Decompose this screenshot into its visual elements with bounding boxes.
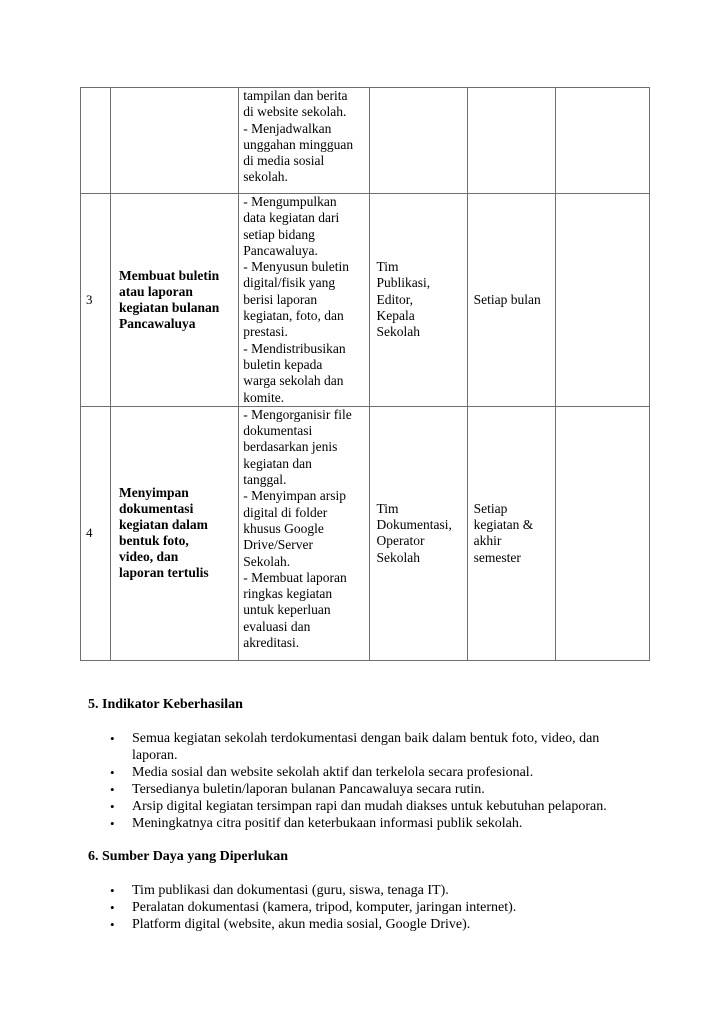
list-item: • Tim publikasi dan dokumentasi (guru, siswa, tenaga IT). (110, 883, 449, 898)
name-line: atau laporan (119, 283, 193, 299)
schedule-line: kegiatan & (473, 517, 534, 533)
list-item: • Arsip digital kegiatan tersimpan rapi dan mudah diakses untuk kebutuhan pelaporan. (110, 799, 607, 814)
name-line: Membuat buletin (119, 267, 220, 283)
description-line: prestasi. (243, 324, 288, 340)
pic-line: Sekolah (376, 549, 420, 565)
description-line: khusus Google (243, 520, 324, 536)
name-line: bentuk foto, (119, 533, 189, 549)
bullet-dot-icon: • (110, 799, 115, 814)
description-line: evaluasi dan (243, 618, 311, 634)
name-line: dokumentasi (119, 501, 194, 517)
description-line: Drive/Server (243, 537, 313, 553)
schedule-line: Setiap (473, 500, 508, 516)
schedule-line: Setiap bulan (473, 291, 541, 307)
description-line: berisi laporan (243, 291, 318, 307)
description-line: digital/fisik yang (243, 275, 336, 291)
description-line: Pancawaluya. (243, 242, 318, 258)
activity-description (239, 406, 370, 660)
description-line: buletin kepada (243, 356, 323, 372)
name-line: Pancawaluya (119, 315, 196, 331)
section-5-heading: 5. Indikator Keberhasilan (88, 697, 243, 712)
success-indicators-list (108, 730, 638, 832)
required-resources-list (108, 882, 638, 933)
pic-line: Tim (376, 500, 399, 516)
list-item: • Meningkatnya citra positif dan keterbukaan informasi publik sekolah. (110, 816, 523, 831)
pic-line: Kepala (376, 308, 415, 324)
note-cell (555, 88, 649, 194)
person-in-charge (370, 88, 467, 194)
list-item: • Semua kegiatan sekolah terdokumentasi dengan baik dalam bentuk foto, video, dan laporan. (110, 731, 600, 763)
schedule-line: semester (473, 549, 521, 565)
section-6-heading: 6. Sumber Daya yang Diperlukan (88, 849, 289, 864)
description-line: data kegiatan dari (243, 210, 340, 226)
note-cell (555, 194, 649, 407)
row-number (81, 88, 111, 194)
pic-line: Tim (376, 259, 399, 275)
activity-description (239, 88, 370, 194)
list-item: • Platform digital (website, akun media sosial, Google Drive). (110, 917, 471, 932)
activity-name (111, 406, 239, 660)
description-line: dokumentasi (243, 423, 313, 439)
description-line: digital di folder (243, 504, 328, 520)
description-line: akreditasi. (243, 635, 300, 651)
note-cell (555, 406, 649, 660)
description-line: tampilan dan berita (243, 88, 348, 103)
schedule-line: akhir (473, 533, 502, 549)
table-row (81, 88, 650, 194)
activity-name (111, 88, 239, 194)
description-line: komite. (243, 389, 285, 405)
row-number: 4 (81, 406, 111, 660)
list-item: • Tersedianya buletin/laporan bulanan Pancawaluya secara rutin. (110, 782, 485, 797)
schedule (467, 88, 555, 194)
table-row (81, 194, 650, 407)
name-line: kegiatan dalam (119, 517, 208, 533)
description-line: - Membuat laporan (243, 569, 347, 585)
pic-line: Editor, (376, 291, 414, 307)
description-line: berdasarkan jenis (243, 439, 338, 455)
row-number: 3 (81, 194, 111, 407)
description-line: di website sekolah. (243, 104, 347, 120)
name-line: laporan tertulis (119, 565, 209, 581)
description-line: sekolah. (243, 169, 288, 185)
list-item: • Media sosial dan website sekolah aktif dan terkelola secara profesional. (110, 765, 534, 780)
activity-table (80, 87, 650, 661)
description-line: - Mengorganisir file (243, 406, 352, 422)
description-line: unggahan mingguan (243, 136, 354, 152)
schedule (467, 406, 555, 660)
description-line: tanggal. (243, 472, 287, 488)
person-in-charge (370, 194, 467, 407)
activity-description (239, 194, 370, 407)
description-line: - Menjadwalkan (243, 120, 332, 136)
description-line: warga sekolah dan (243, 373, 344, 389)
bullet-dot-icon: • (110, 816, 115, 831)
description-line: - Mengumpulkan (243, 194, 337, 209)
bullet-dot-icon: • (110, 731, 115, 746)
bullet-dot-icon: • (110, 900, 115, 915)
description-line: di media sosial (243, 153, 325, 169)
bullet-dot-icon: • (110, 883, 115, 898)
bullet-dot-icon: • (110, 782, 115, 797)
description-line: ringkas kegiatan (243, 586, 333, 602)
bullet-dot-icon: • (110, 917, 115, 932)
description-line: - Menyusun buletin (243, 259, 350, 275)
schedule (467, 194, 555, 407)
description-line: - Menyimpan arsip (243, 488, 346, 504)
pic-line: Sekolah (376, 324, 420, 340)
activity-name (111, 194, 239, 407)
bullet-dot-icon: • (110, 765, 115, 780)
description-line: Sekolah. (243, 553, 291, 569)
person-in-charge (370, 406, 467, 660)
pic-line: Operator (376, 533, 425, 549)
description-line: kegiatan, foto, dan (243, 308, 344, 324)
list-item: • Peralatan dokumentasi (kamera, tripod, komputer, jaringan internet). (110, 900, 517, 915)
description-line: untuk keperluan (243, 602, 331, 618)
name-line: video, dan (119, 549, 179, 565)
pic-line: Publikasi, (376, 275, 431, 291)
table-row (81, 406, 650, 660)
description-line: - Mendistribusikan (243, 340, 346, 356)
name-line: kegiatan bulanan (119, 299, 220, 315)
name-line: Menyimpan (119, 485, 189, 501)
description-line: kegiatan dan (243, 455, 312, 471)
pic-line: Dokumentasi, (376, 517, 452, 533)
description-line: setiap bidang (243, 226, 315, 242)
